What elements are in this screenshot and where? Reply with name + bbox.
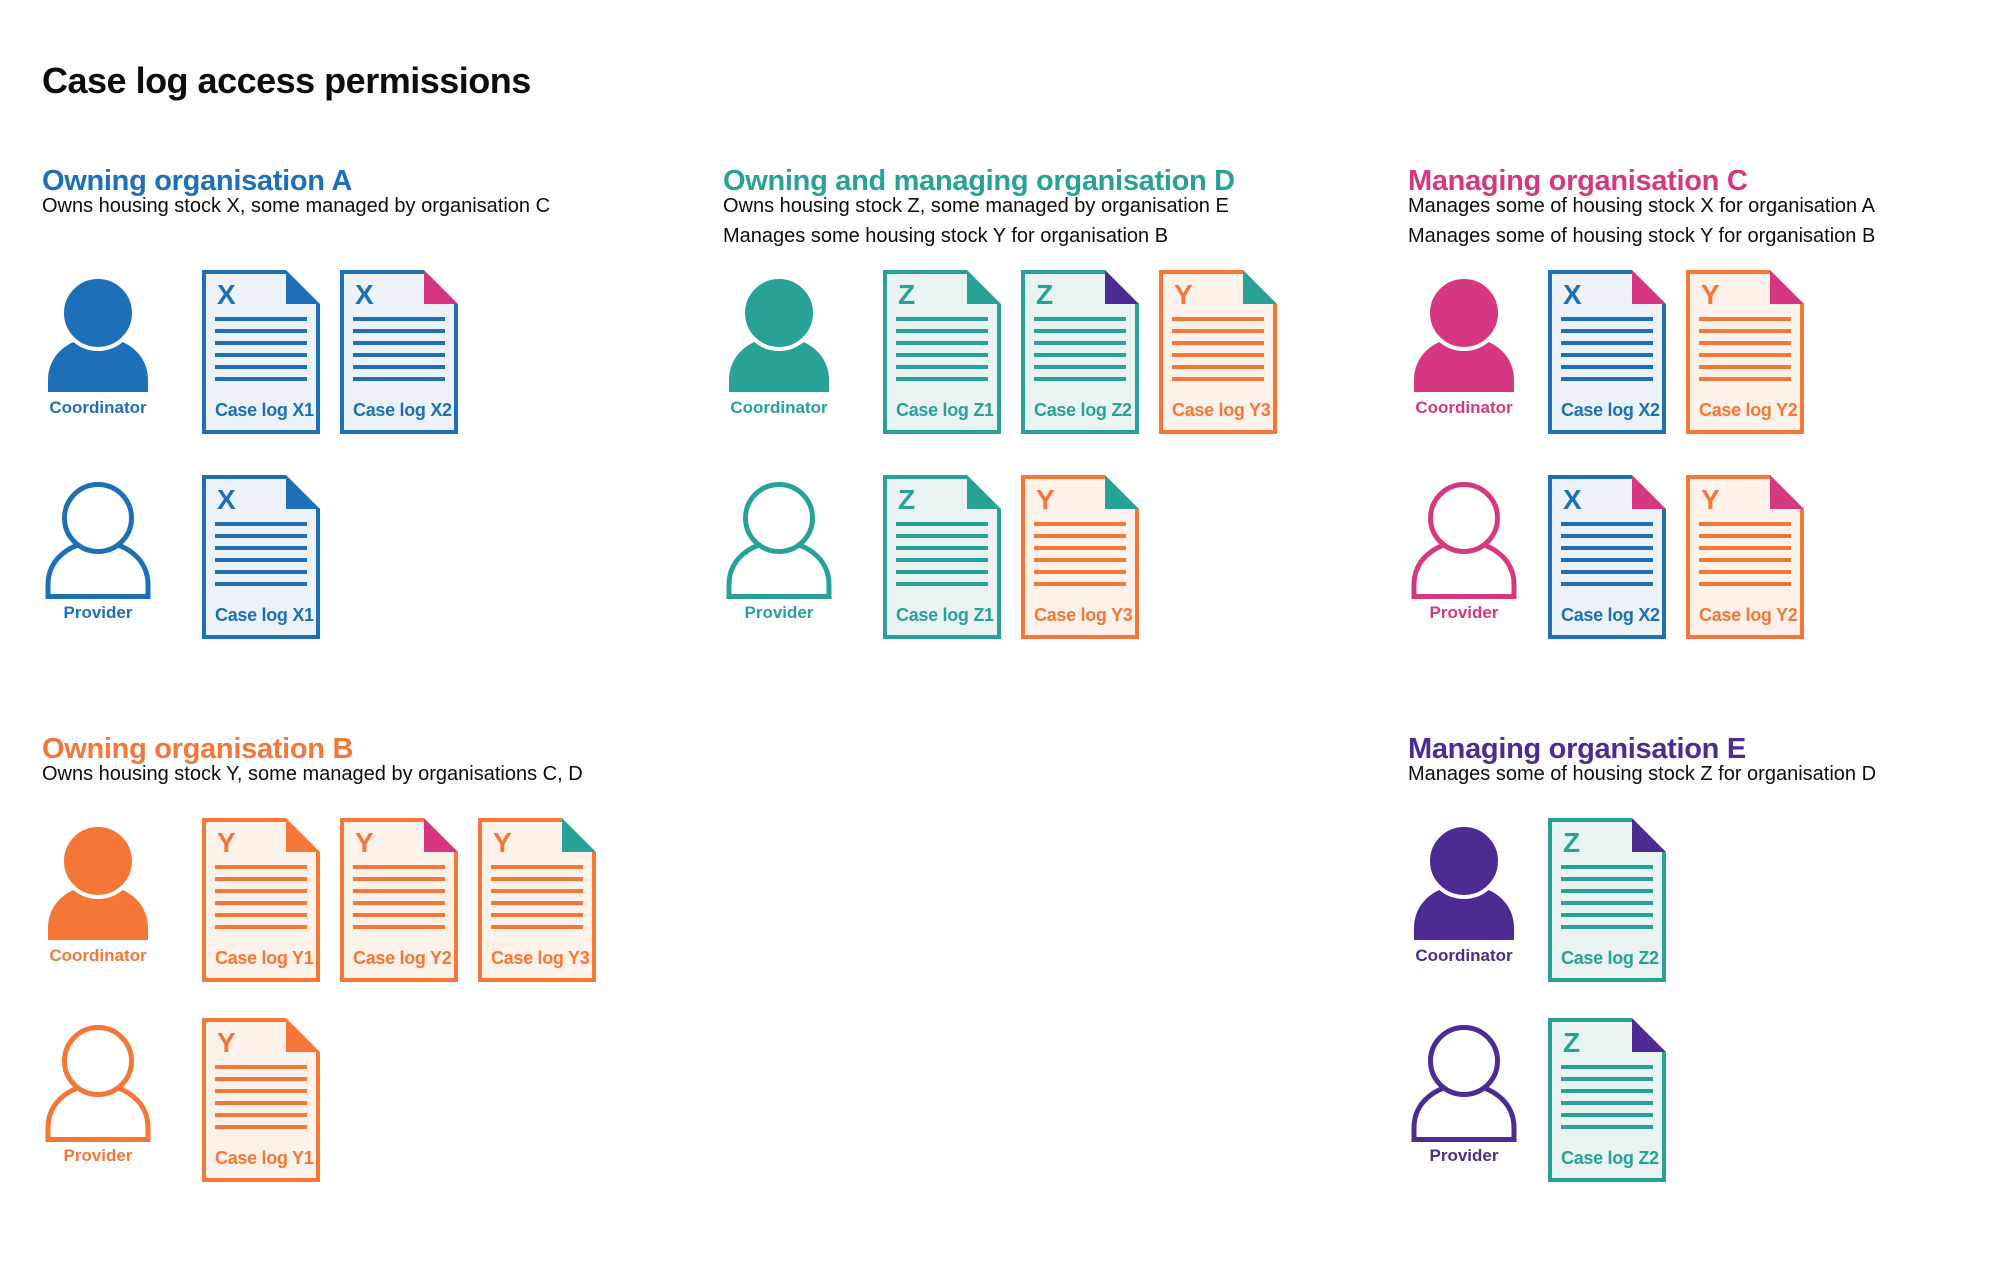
case-log-doc	[202, 818, 320, 982]
fold-flap-icon	[1243, 270, 1277, 304]
folded-corner	[1770, 475, 1804, 509]
section-description	[1408, 759, 1876, 789]
fold-flap-icon	[967, 475, 1001, 509]
provider-icon	[1409, 1024, 1519, 1142]
document-lines-icon	[491, 865, 583, 929]
case-log-doc	[202, 270, 320, 434]
doc-list	[202, 475, 320, 639]
person-figure	[723, 270, 835, 418]
case-log-label: Case log X1	[215, 605, 314, 625]
person-figure	[723, 475, 835, 623]
case-log-label: Case log Z2	[1034, 400, 1132, 420]
case-log-doc	[1548, 1018, 1666, 1182]
section-owning-organisation-b	[42, 709, 590, 1168]
folded-corner	[1632, 270, 1666, 304]
case-log-label: Case log X2	[1561, 400, 1660, 420]
fold-flap-icon	[424, 818, 458, 852]
stock-letter: Y	[1701, 484, 1720, 515]
case-log-label: Case log X1	[215, 400, 314, 420]
section-title: Managing organisation E	[1408, 733, 1746, 766]
stock-letter: Y	[1036, 484, 1055, 515]
person-figure	[1408, 475, 1520, 623]
provider-row	[1408, 475, 1804, 639]
document-lines-icon	[215, 522, 307, 586]
section-title: Owning and managing organisation D	[723, 165, 1235, 198]
section-description	[723, 191, 1229, 251]
description-line: Manages some of housing stock Z for organisation D	[1408, 763, 1877, 785]
folded-corner	[1105, 475, 1139, 509]
provider-icon	[724, 481, 834, 599]
case-log-doc	[1021, 475, 1139, 639]
stock-letter: Z	[1036, 279, 1054, 310]
person-figure	[42, 1018, 154, 1166]
section-title: Managing organisation C	[1408, 165, 1748, 198]
role-label: Coordinator	[49, 398, 147, 417]
person-figure	[1408, 1018, 1520, 1166]
role-label: Provider	[1429, 603, 1499, 622]
document-lines-icon	[896, 317, 988, 381]
case-log-label: Case log Y1	[215, 1148, 314, 1168]
description-line: Manages some housing stock Y for organisation B	[723, 225, 1169, 247]
person-figure	[42, 818, 154, 966]
folded-corner	[286, 270, 320, 304]
provider-row	[1408, 1018, 1666, 1182]
description-line: Manages some of housing stock Y for organisation B	[1408, 225, 1876, 247]
description-line: Owns housing stock Z, some managed by organisation E	[723, 195, 1229, 217]
description-line: Owns housing stock Y, some managed by organisations C, D	[42, 763, 583, 785]
document-lines-icon	[353, 317, 445, 381]
doc-list	[1548, 818, 1666, 982]
document-lines-icon	[1699, 522, 1791, 586]
case-log-label: Case log Y1	[215, 948, 314, 968]
role-label: Coordinator	[49, 946, 147, 965]
document-lines-icon	[1561, 317, 1653, 381]
role-label: Provider	[63, 1146, 133, 1165]
document-lines-icon	[353, 865, 445, 929]
case-log-label: Case log Z2	[1561, 1148, 1659, 1168]
case-log-doc	[1548, 818, 1666, 982]
case-log-doc	[202, 1018, 320, 1182]
fold-flap-icon	[424, 270, 458, 304]
folded-corner	[967, 270, 1001, 304]
stock-letter: Y	[217, 1027, 236, 1058]
section-title: Owning organisation B	[42, 733, 354, 766]
document-lines-icon	[215, 865, 307, 929]
doc-list	[883, 270, 1277, 434]
case-log-doc	[1159, 270, 1277, 434]
coordinator-row	[723, 270, 1277, 434]
case-log-doc	[478, 818, 596, 982]
coordinator-row	[1408, 818, 1666, 982]
folded-corner	[562, 818, 596, 852]
folded-corner	[1243, 270, 1277, 304]
provider-row	[42, 1018, 320, 1182]
section-description	[1408, 191, 1875, 251]
case-log-label: Case log Y3	[491, 948, 590, 968]
folded-corner	[286, 1018, 320, 1052]
case-log-label: Case log Y2	[353, 948, 452, 968]
folded-corner	[1770, 270, 1804, 304]
document-lines-icon	[215, 1065, 307, 1129]
person-figure	[42, 270, 154, 418]
stock-letter: Z	[1563, 827, 1581, 858]
provider-icon	[43, 481, 153, 599]
document-lines-icon	[1699, 317, 1791, 381]
doc-list	[1548, 270, 1804, 434]
case-log-doc	[1548, 270, 1666, 434]
folded-corner	[1632, 475, 1666, 509]
stock-letter: Y	[355, 827, 374, 858]
doc-list	[202, 270, 458, 434]
section-title: Owning organisation A	[42, 165, 353, 198]
fold-flap-icon	[1632, 1018, 1666, 1052]
document-lines-icon	[215, 317, 307, 381]
description-line: Owns housing stock X, some managed by organisation C	[42, 195, 551, 217]
role-label: Provider	[1429, 1146, 1499, 1165]
doc-list	[202, 1018, 320, 1182]
doc-list	[1548, 1018, 1666, 1182]
role-label: Coordinator	[1415, 946, 1513, 965]
case-log-doc	[340, 270, 458, 434]
case-log-label: Case log Z1	[896, 400, 994, 420]
coordinator-icon	[1409, 824, 1519, 942]
stock-letter: X	[1563, 279, 1582, 310]
stock-letter: Y	[217, 827, 236, 858]
coordinator-icon	[43, 276, 153, 394]
role-label: Coordinator	[1415, 398, 1513, 417]
doc-list	[883, 475, 1139, 639]
section-owning-managing-organisation-d	[723, 141, 1271, 625]
section-description	[42, 191, 550, 221]
fold-flap-icon	[1770, 270, 1804, 304]
folded-corner	[424, 818, 458, 852]
document-lines-icon	[1172, 317, 1264, 381]
case-log-doc	[883, 270, 1001, 434]
document-lines-icon	[1561, 522, 1653, 586]
fold-flap-icon	[286, 818, 320, 852]
stock-letter: Y	[1701, 279, 1720, 310]
folded-corner	[967, 475, 1001, 509]
folded-corner	[286, 475, 320, 509]
document-lines-icon	[1034, 317, 1126, 381]
provider-icon	[1409, 481, 1519, 599]
case-log-doc	[1548, 475, 1666, 639]
fold-flap-icon	[1105, 270, 1139, 304]
case-log-label: Case log Z2	[1561, 948, 1659, 968]
document-lines-icon	[1561, 1065, 1653, 1129]
fold-flap-icon	[286, 1018, 320, 1052]
fold-flap-icon	[1632, 818, 1666, 852]
folded-corner	[286, 818, 320, 852]
document-lines-icon	[896, 522, 988, 586]
fold-flap-icon	[1632, 270, 1666, 304]
document-lines-icon	[1561, 865, 1653, 929]
page-title: Case log access permissions	[42, 60, 531, 102]
case-log-label: Case log X2	[353, 400, 452, 420]
coordinator-icon	[43, 824, 153, 942]
role-label: Provider	[63, 603, 133, 622]
provider-icon	[43, 1024, 153, 1142]
stock-letter: Y	[493, 827, 512, 858]
folded-corner	[1632, 818, 1666, 852]
person-figure	[42, 475, 154, 623]
case-log-label: Case log Y2	[1699, 605, 1798, 625]
case-log-label: Case log Y3	[1034, 605, 1133, 625]
stock-letter: X	[217, 484, 236, 515]
fold-flap-icon	[562, 818, 596, 852]
section-owning-organisation-a	[42, 141, 551, 625]
document-lines-icon	[1034, 522, 1126, 586]
role-label: Coordinator	[730, 398, 828, 417]
coordinator-row	[1408, 270, 1804, 434]
doc-list	[1548, 475, 1804, 639]
case-log-doc	[1686, 475, 1804, 639]
stock-letter: X	[217, 279, 236, 310]
case-log-doc	[340, 818, 458, 982]
case-log-doc	[883, 475, 1001, 639]
folded-corner	[1105, 270, 1139, 304]
fold-flap-icon	[286, 270, 320, 304]
stock-letter: Z	[1563, 1027, 1581, 1058]
stock-letter: Y	[1174, 279, 1193, 310]
section-managing-organisation-c	[1408, 141, 1876, 625]
folded-corner	[1632, 1018, 1666, 1052]
stock-letter: Z	[898, 279, 916, 310]
stock-letter: X	[355, 279, 374, 310]
person-figure	[1408, 270, 1520, 418]
fold-flap-icon	[1632, 475, 1666, 509]
folded-corner	[424, 270, 458, 304]
case-log-label: Case log Z1	[896, 605, 994, 625]
stock-letter: Z	[898, 484, 916, 515]
case-log-label: Case log Y2	[1699, 400, 1798, 420]
coordinator-icon	[724, 276, 834, 394]
case-log-doc	[1686, 270, 1804, 434]
person-figure	[1408, 818, 1520, 966]
provider-row	[723, 475, 1139, 639]
provider-row	[42, 475, 320, 639]
section-managing-organisation-e	[1408, 709, 1877, 1168]
role-label: Provider	[744, 603, 814, 622]
case-log-doc	[202, 475, 320, 639]
case-log-label: Case log X2	[1561, 605, 1660, 625]
coordinator-icon	[1409, 276, 1519, 394]
stock-letter: X	[1563, 484, 1582, 515]
case-log-label: Case log Y3	[1172, 400, 1271, 420]
fold-flap-icon	[1770, 475, 1804, 509]
description-line: Manages some of housing stock X for organisation A	[1408, 195, 1875, 217]
fold-flap-icon	[286, 475, 320, 509]
case-log-doc	[1021, 270, 1139, 434]
fold-flap-icon	[1105, 475, 1139, 509]
doc-list	[202, 818, 596, 982]
fold-flap-icon	[967, 270, 1001, 304]
section-description	[42, 759, 583, 789]
coordinator-row	[42, 818, 596, 982]
coordinator-row	[42, 270, 458, 434]
